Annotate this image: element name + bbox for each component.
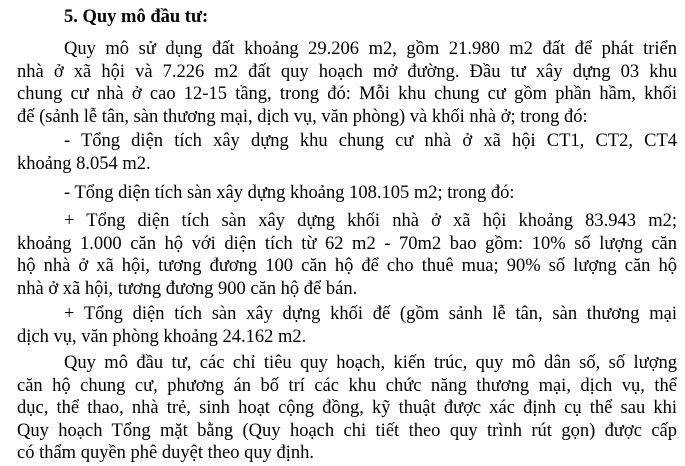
paragraph-investment-scale xyxy=(17,38,677,128)
text-line: - Tổng diện tích xây dựng khu chung cư nhà ở xã hội CT1, CT2, CT4 xyxy=(64,131,677,151)
section-heading: 5. Quy mô đầu tư: xyxy=(64,7,209,27)
text-line: + Tổng diện tích sàn xây dựng khối nhà ở xã hội khoảng 83.943 m2; xyxy=(64,211,677,231)
text-line: dịch vụ, văn phòng khoảng 24.162 m2. xyxy=(17,326,307,347)
text-line: nhà ở xã hội và 7.226 m2 đất quy hoạch mở đường. Đầu tư xây dựng 03 khu xyxy=(17,61,677,82)
text-line: đế (sảnh lễ tân, sàn thương mại, dịch vụ, văn phòng) và khối nhà ở; trong đó: xyxy=(17,106,588,127)
text-line: Quy hoạch Tổng mặt bằng (Quy hoạch chi tiết theo quy trình rút gọn) được cấp xyxy=(17,420,677,441)
paragraph-construction-area xyxy=(17,130,677,175)
text-line: dục, thể thao, nhà trẻ, sinh hoạt cộng đồng, kỹ thuật được xác định cụ thể sau khi xyxy=(17,398,677,419)
text-line: có thẩm quyền phê duyệt theo quy định. xyxy=(17,443,314,464)
text-line: nhà ở xã hội, tương đương 900 căn hộ để bán. xyxy=(17,278,358,299)
text-line: hộ nhà ở xã hội, tương đương 100 căn hộ để cho thuê mua; 90% số lượng căn hộ xyxy=(17,256,677,277)
text-line: căn hộ chung cư, phương án bố trí các khu chức năng thương mại, dịch vụ, thể xyxy=(17,375,677,396)
paragraph-planning-notes xyxy=(17,352,677,465)
text-line: Quy mô đầu tư, các chỉ tiêu quy hoạch, kiến trúc, quy mô dân số, số lượng xyxy=(64,353,677,373)
text-line: Quy mô sử dụng đất khoảng 29.206 m2, gồm 21.980 m2 đất để phát triển xyxy=(64,39,677,59)
paragraph-podium-block xyxy=(17,303,677,348)
text-line: - Tổng diện tích sàn xây dựng khoảng 108.105 m2; trong đó: xyxy=(64,183,515,203)
text-line: khoảng 8.054 m2. xyxy=(17,153,151,174)
paragraph-floor-area xyxy=(17,182,677,205)
paragraph-residential-block xyxy=(17,210,677,300)
text-line: + Tổng diện tích sàn xây dựng khối đế (gồm sảnh lễ tân, sàn thương mại xyxy=(64,304,677,324)
text-line: khoảng 1.000 căn hộ với diện tích từ 62 m2 - 70m2 bao gồm: 10% số lượng căn xyxy=(17,233,677,254)
text-line: chung cư nhà ở cao 12-15 tầng, trong đó: Mỗi khu chung cư gồm phần hầm, khối xyxy=(17,84,677,105)
